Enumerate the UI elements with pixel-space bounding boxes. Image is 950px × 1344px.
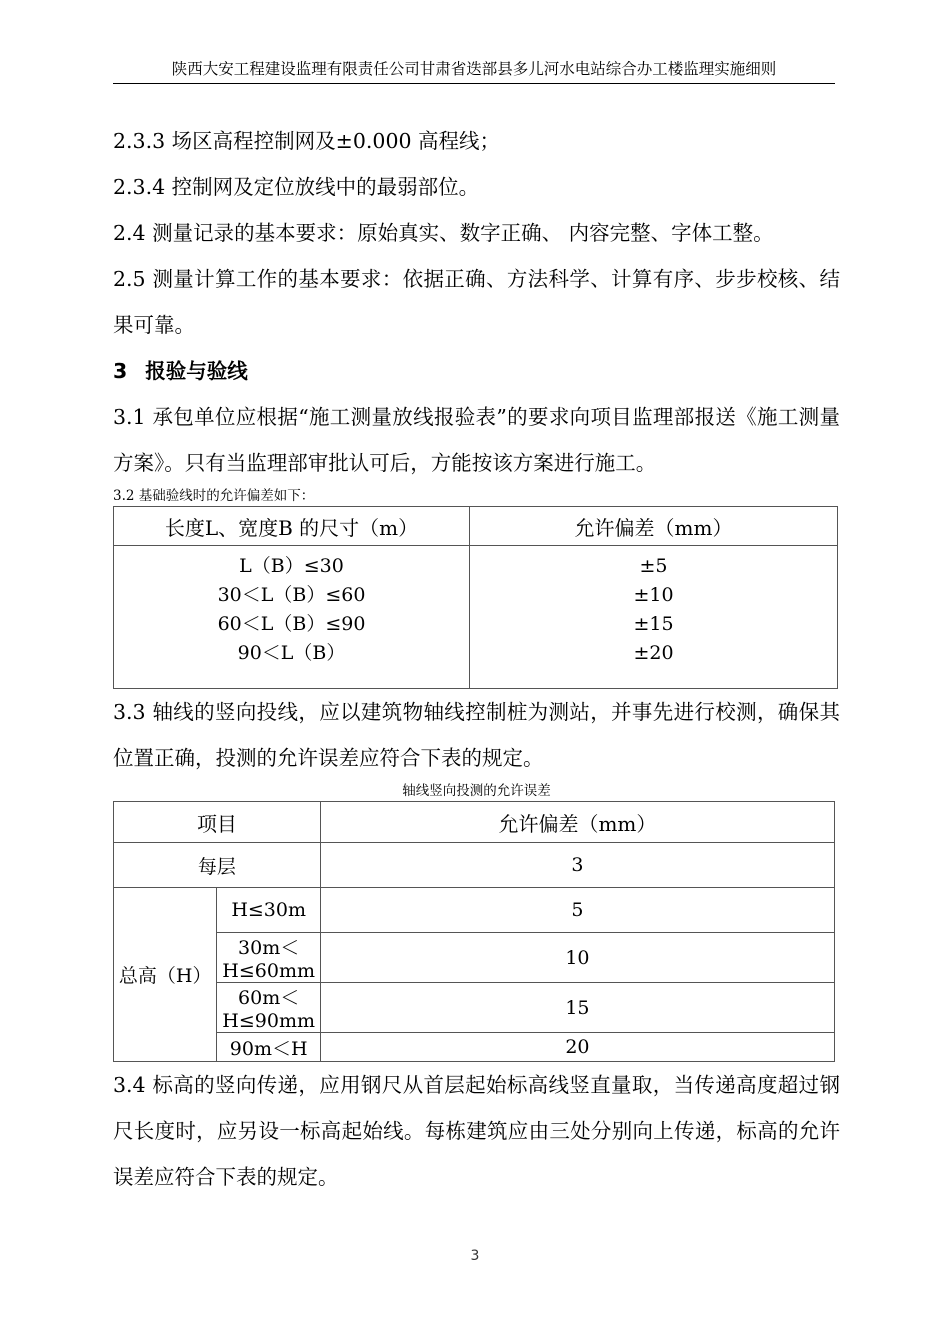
table-row <box>114 507 838 546</box>
table-cell-value: 5 <box>320 888 834 933</box>
table-row <box>114 888 835 933</box>
section-heading-3 <box>113 348 840 394</box>
table-axis-projection-caption: 轴线竖向投测的允许误差 <box>402 783 551 799</box>
table-row <box>114 802 835 843</box>
paragraph-3-2-note: 3.2 基础验线时的允许偏差如下： <box>113 488 315 504</box>
table-cell-item: 90m＜H <box>217 1033 320 1062</box>
tolerance-line: ±15 <box>633 613 674 635</box>
running-header-text: 陕西大安工程建设监理有限责任公司甘肃省迭部县多儿河水电站综合办工楼监理实施细则 <box>171 60 777 78</box>
table-row <box>114 933 835 983</box>
paragraph-3-3: 3.3 轴线的竖向投线，应以建筑物轴线控制桩为测站，并事先进行校测，确保其位置正确，投测的允许误差应符合下表的规定。 <box>113 700 840 770</box>
dimension-line: L（B）≤30 <box>239 555 344 577</box>
table-cell-value: 10 <box>320 933 834 983</box>
table-header-tolerance: 允许偏差（mm） <box>470 507 838 546</box>
tolerance-line: ±10 <box>633 584 674 606</box>
table-cell-value: 15 <box>320 983 834 1033</box>
table-cell-tolerance-list <box>470 546 838 689</box>
header-divider <box>113 83 835 84</box>
paragraph-2-3-4: 2.3.4 控制网及定位放线中的最弱部位。 <box>113 175 480 199</box>
dimension-line: 90＜L（B） <box>237 642 346 664</box>
dimension-line: 60＜L（B）≤90 <box>217 613 366 635</box>
table-cell-item: H≤30m <box>217 888 320 933</box>
document-body <box>113 118 840 1200</box>
table-header-item: 项目 <box>114 802 321 843</box>
table-row <box>114 546 838 689</box>
table-header-dimension: 长度L、宽度B 的尺寸（m） <box>114 507 470 546</box>
paragraph-3-1: 3.1 承包单位应根据“施工测量放线报验表”的要求向项目监理部报送《施工测量方案》。只有当监理部审批认可后，方能按该方案进行施工。 <box>113 405 840 475</box>
table-cell-value: 3 <box>320 843 834 888</box>
table-cell-item: 60m＜H≤90mm <box>217 983 320 1033</box>
section-heading-3-text: 报验与验线 <box>145 359 248 383</box>
paragraph-2-3-3: 2.3.3 场区高程控制网及±0.000 高程线； <box>113 129 501 153</box>
paragraph-2-5: 2.5 测量计算工作的基本要求：依据正确、方法科学、计算有序、步步校核、结果可靠。 <box>113 267 840 337</box>
tolerance-line: ±5 <box>639 555 668 577</box>
table-cell-value: 20 <box>320 1033 834 1062</box>
running-header <box>113 58 835 84</box>
table-axis-projection <box>113 801 835 1062</box>
table-cell-dimension-list <box>114 546 470 689</box>
dimension-line: 30＜L（B）≤60 <box>217 584 366 606</box>
table-row <box>114 843 835 888</box>
table-cell-group-label: 总高（H） <box>114 888 217 1062</box>
tolerance-line: ±20 <box>633 642 674 664</box>
page-number: 3 <box>470 1248 480 1264</box>
table-header-tolerance: 允许偏差（mm） <box>320 802 834 843</box>
table-row <box>114 1033 835 1062</box>
table-cell-item: 30m＜H≤60mm <box>217 933 320 983</box>
paragraph-3-4: 3.4 标高的竖向传递，应用钢尺从首层起始标高线竖直量取，当传递高度超过钢尺长度时，应另设一标高起始线。每栋建筑应由三处分别向上传递，标高的允许误差应符合下表的规定。 <box>113 1073 840 1189</box>
table-foundation-tolerance <box>113 506 838 689</box>
table-row <box>114 983 835 1033</box>
section-heading-3-number: 3 <box>113 359 128 383</box>
table-cell-item: 每层 <box>114 843 321 888</box>
paragraph-2-4: 2.4 测量记录的基本要求：原始真实、数字正确、 内容完整、字体工整。 <box>113 221 774 245</box>
